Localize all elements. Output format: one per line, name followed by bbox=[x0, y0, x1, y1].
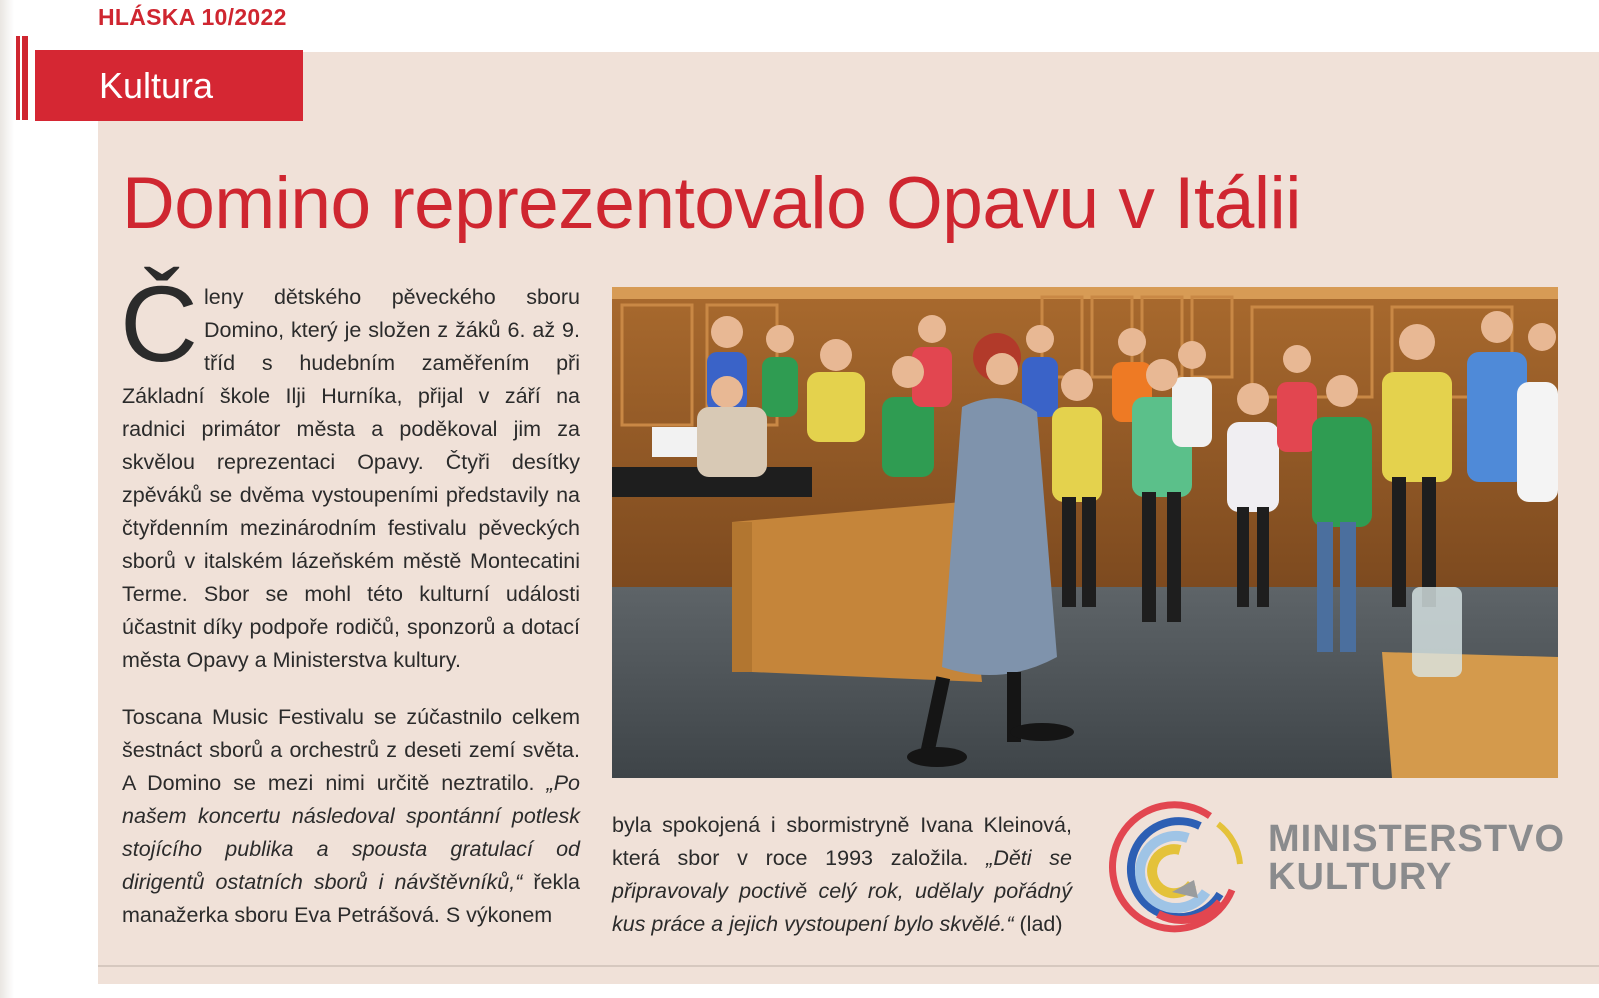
ministry-of-culture-logo-icon bbox=[1100, 794, 1246, 940]
article-column-left bbox=[120, 263, 580, 932]
paragraph-3-quote: „Děti se připravovaly poctivě celý rok, udělaly pořádný kus práce a jejich vystoupení bylo skvělé.“ bbox=[612, 846, 1072, 936]
article-paragraph-3 bbox=[612, 809, 1072, 941]
article-paragraph-2 bbox=[122, 701, 580, 932]
section-tab: Kultura bbox=[35, 50, 303, 121]
logo-line-2: KULTURY bbox=[1268, 856, 1453, 898]
article-paragraph-1 bbox=[120, 263, 580, 677]
paragraph-2-end: řekla manažerka sboru Eva Petrášová. S výkonem bbox=[122, 870, 580, 927]
paragraph-2-quote: „Po našem koncertu následoval spontánní potlesk stojícího publika a spousta gratulací od dirigentů ostatních sborů i návštěvníků,“ bbox=[122, 771, 580, 894]
paragraph-3-intro: byla spokojená i sbormistryně Ivana Kleinová, která sbor v roce 1993 založila. bbox=[612, 813, 1072, 870]
section-marker bbox=[16, 36, 20, 120]
article-title: Domino reprezentovalo Opavu v Itálii bbox=[122, 163, 1301, 244]
paragraph-2-intro: Toscana Music Festivalu se zúčastnilo celkem šestnáct sborů a orchestrů z deseti zemí světa. A Domino se mezi nimi určitě neztratilo. bbox=[122, 705, 580, 795]
choir-photo bbox=[612, 287, 1558, 778]
section-marker-bar bbox=[22, 36, 28, 120]
paragraph-3-end: (lad) bbox=[1013, 912, 1063, 936]
page-edge bbox=[0, 0, 14, 998]
ministry-of-culture-logo-text bbox=[1268, 820, 1565, 896]
logo-line-1: MINISTERSTVO bbox=[1268, 818, 1566, 860]
drop-cap: Č bbox=[120, 263, 198, 384]
bottom-rule bbox=[98, 965, 1599, 967]
issue-label: HLÁSKA 10/2022 bbox=[98, 4, 287, 30]
article-column-mid bbox=[612, 809, 1072, 941]
choir-photo-image bbox=[612, 287, 1558, 778]
paragraph-1-text: leny dětského pěveckého sboru Domino, který je složen z žáků 6. až 9. tříd s hudebním zaměřením při Základní škole Ilji Hurníka, přijal v září na radnici primátor města a poděkoval jim za skvělou reprezentaci Opavy. Čtyři desítky zpěváků se dvěma vystoupeními představily na čtyřdenním mezinárodním festivalu pěveckých sborů v italském lázeňském městě Montecatini Terme. Sbor se mohl této kulturní události účastnit díky podpoře rodičů, sponzorů a dotací města Opavy a Ministerstva kultury. bbox=[122, 285, 580, 672]
